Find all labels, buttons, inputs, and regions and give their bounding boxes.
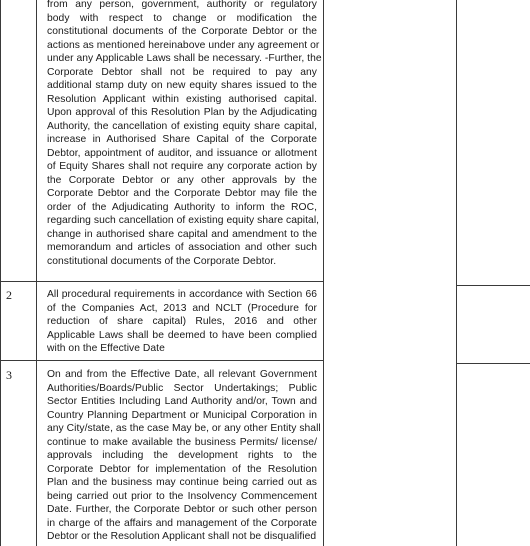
text-line: Authority, the cancellation of existing equity share capital,	[47, 120, 317, 132]
row-separator-2-right	[456, 363, 530, 364]
table-border-left	[0, 0, 1, 546]
text-line: constitutional documents of the Corporate Debtor or the	[47, 26, 317, 37]
text-line: Sector Entities Including Land Authority and/or, Town and	[47, 396, 317, 407]
row-separator-1	[0, 281, 324, 282]
text-line: Debtor, appointment of auditor, and issuance or allotment	[47, 147, 317, 159]
text-line: memorandum and articles of association and other such	[47, 242, 317, 253]
text-line: regarding such cancellation of existing equity share capital,	[47, 215, 320, 226]
text-line: increase in Authorised Share Capital of the Corporate	[47, 134, 317, 145]
text-line: with on the Effective Date	[47, 343, 165, 354]
text-line: body with respect to change or modification the	[47, 12, 317, 24]
text-line: any City/state, as the case May be, or any other Entity shall	[47, 423, 321, 434]
table-divider-remarks	[456, 0, 457, 546]
text-line: Country Planning Department or Municipal Corporation in	[47, 409, 317, 421]
text-line: approvals including the development rights to the	[47, 450, 317, 461]
text-line: of Equity Shares shall not require any corporate action by	[47, 161, 317, 172]
text-line: Applicable Laws shall be deemed to have been complied	[47, 329, 317, 341]
table-divider-number	[36, 0, 37, 546]
text-line: of the Companies Act, 2013 and NCLT (Procedure for	[47, 302, 317, 314]
table-divider-text	[323, 0, 324, 546]
text-line: continue to make available the business Permits/ license/	[47, 436, 317, 448]
text-line: from any person, government, authority or regulatory	[47, 0, 317, 10]
text-line: Date. Further, the Corporate Debtor or such other person	[47, 504, 317, 515]
text-line: additional stamp duty on new equity shares issued to the	[47, 80, 317, 91]
text-line: actions as mentioned hereinabove under any agreement or	[47, 39, 320, 51]
text-line: under any Applicable Laws shall be necessary. -Further, the	[47, 53, 322, 64]
text-line: Authorities/Boards/Public Sector Undertakings; Public	[47, 382, 317, 394]
text-line: change in authorised share capital and amendment to the	[47, 228, 317, 240]
text-line: Corporate Debtor for implementation of the Resolution	[47, 463, 317, 475]
table-row-1-text	[47, 0, 322, 268]
text-line: reduction of share capital) Rules, 2016 and other	[47, 316, 317, 327]
table-row-3-text	[47, 368, 321, 544]
text-line: All procedural requirements in accordance with Section 66	[47, 289, 317, 300]
text-line: being carried out prior to the Insolvency Commencement	[47, 490, 317, 502]
table-row-2-text	[47, 288, 317, 356]
table-row-2-number: 2	[6, 288, 12, 302]
row-separator-2	[0, 360, 324, 361]
text-line: Corporate Debtor shall not be required to pay any	[47, 66, 317, 78]
text-line: the Corporate Debtor or any other approvals by the	[47, 174, 317, 186]
text-line: Plan and the business may continue being carried out as	[47, 477, 317, 488]
text-line: order of the Adjudicating Authority to inform the ROC,	[47, 201, 317, 213]
text-line: On and from the Effective Date, all relevant Government	[47, 369, 317, 380]
text-line: Corporate Debtor and the Corporate Debtor may file the	[47, 188, 317, 199]
text-line: Resolution Applicant within existing authorised capital.	[47, 93, 317, 105]
text-line: Upon approval of this Resolution Plan by the Adjudicating	[47, 107, 317, 118]
table-row-3-number: 3	[6, 368, 12, 382]
text-line: constitutional documents of the Corporate Debtor.	[47, 255, 277, 267]
text-line: in charge of the affairs and management of the Corporate	[47, 517, 317, 529]
row-separator-1-right	[456, 285, 530, 286]
text-line: Debtor or the Resolution Applicant shall not be disqualified	[47, 531, 317, 542]
